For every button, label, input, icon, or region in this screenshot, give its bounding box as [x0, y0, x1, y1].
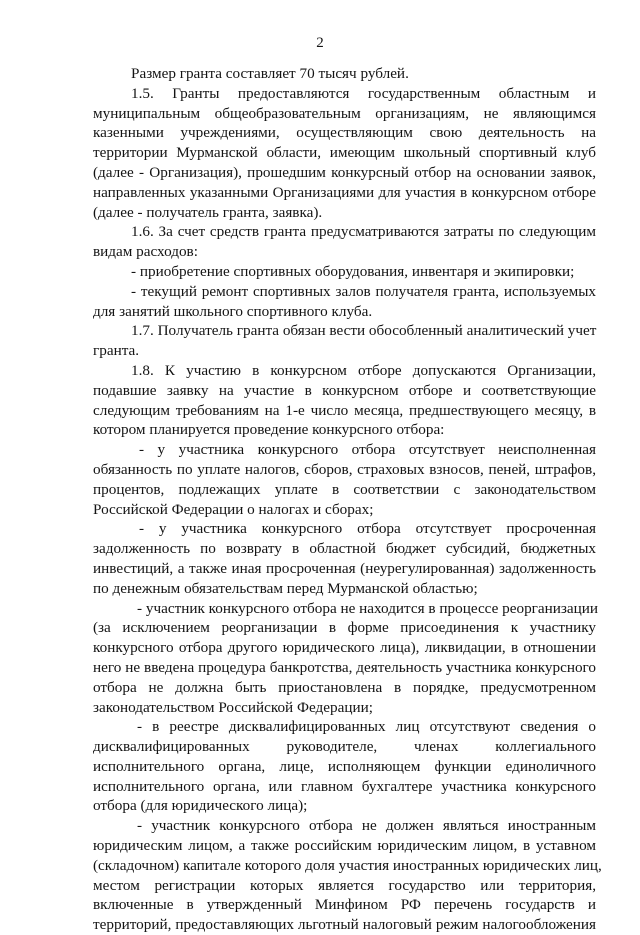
text-line: гранта. [93, 342, 140, 360]
text-line: - участник конкурсного отбора не должен являться иностранным [137, 817, 596, 835]
text-line: котором планируется проведение конкурсного отбора: [93, 421, 445, 439]
text-line: для занятий школьного спортивного клуба. [93, 302, 373, 320]
text-line: отбора не должна быть приостановлена в порядке, предусмотренном [93, 678, 596, 696]
text-line: (далее - Организация), прошедшим конкурсный отбор на основании заявок, [93, 163, 596, 181]
text-line: казенными учреждениями, осуществляющим свою деятельность на [93, 124, 596, 142]
text-line: видам расходов: [93, 243, 198, 261]
text-line: задолженность по возврату в областной бюджет субсидий, бюджетных [93, 540, 596, 558]
text-line: - приобретение спортивных оборудования, инвентаря и экипировки; [131, 262, 575, 280]
text-line: следующим требованиям на 1-е число месяца, предшествующего месяцу, в [93, 401, 596, 419]
document-body [93, 64, 602, 935]
text-line: дисквалифицированных руководителе, членах коллегиального [93, 738, 596, 756]
text-line: Российской Федерации о налогах и сборах; [93, 500, 374, 518]
text-line: (за исключением реорганизации в форме присоединения к участнику [93, 619, 596, 637]
text-line: по денежным обязательствам перед Мурманской областью; [93, 579, 478, 597]
text-line: обязанность по уплате налогов, сборов, страховых взносов, пеней, штрафов, [93, 460, 596, 478]
text-line: муниципальным общеобразовательным организациям, не являющимся [93, 104, 596, 122]
text-line: - у участника конкурсного отбора отсутствует неисполненная [139, 441, 596, 459]
text-line: исполнительного органа, лице, исполняющем функции единоличного [93, 757, 596, 775]
text-line: включенные в утвержденный Минфином РФ перечень государств и [93, 896, 596, 914]
text-line: исполнительного органа, или главном бухгалтере участника конкурсного [93, 777, 596, 795]
text-line: отбора (для юридического лица); [93, 797, 308, 815]
text-line: - в реестре дисквалифицированных лиц отсутствуют сведения о [137, 718, 596, 736]
text-line: подавшие заявку на участие в конкурсном отборе и соответствующие [93, 381, 596, 399]
text-line: 1.7. Получатель гранта обязан вести обособленный аналитический учет [131, 322, 597, 340]
text-line: 1.6. За счет средств гранта предусматриваются затраты по следующим [131, 223, 596, 241]
text-line: 1.8. К участию в конкурсном отборе допускаются Организации, [131, 361, 596, 379]
text-line: - участник конкурсного отбора не находится в процессе реорганизации [137, 599, 599, 617]
text-line: территории Мурманской области, имеющим школьный спортивный клуб [93, 144, 596, 162]
text-line: направленных указанными Организациями для участия в конкурсном отборе [93, 183, 596, 201]
text-line: инвестиций, а также иная просроченная (неурегулированная) задолженность [93, 559, 596, 577]
text-line: процентов, подлежащих уплате в соответствии с законодательством [93, 480, 596, 498]
text-line: него не введена процедура банкротства, деятельность участника конкурсного [93, 658, 596, 676]
text-line: территорий, предоставляющих льготный налоговый режим налогообложения [93, 916, 596, 934]
text-line: Размер гранта составляет 70 тысяч рублей. [131, 65, 409, 82]
page-number: 2 [316, 35, 324, 51]
text-line: (далее - получатель гранта, заявка). [93, 203, 323, 221]
text-line: - у участника конкурсного отбора отсутствует просроченная [139, 520, 596, 538]
text-line: местом регистрации которых является государство или территория, [93, 876, 596, 894]
text-line: 1.5. Гранты предоставляются государственным областным и [131, 84, 596, 102]
text-line: (складочном) капитале которого доля участия иностранных юридических лиц, [93, 856, 602, 874]
text-line: - текущий ремонт спортивных залов получателя гранта, используемых [131, 282, 596, 300]
text-line: законодательством Российской Федерации; [93, 698, 373, 716]
text-line: конкурсного отбора другого юридического лица), ликвидации, в отношении [93, 639, 596, 657]
text-line: юридическим лицом, а также российским юридическим лицом, в уставном [93, 837, 596, 855]
